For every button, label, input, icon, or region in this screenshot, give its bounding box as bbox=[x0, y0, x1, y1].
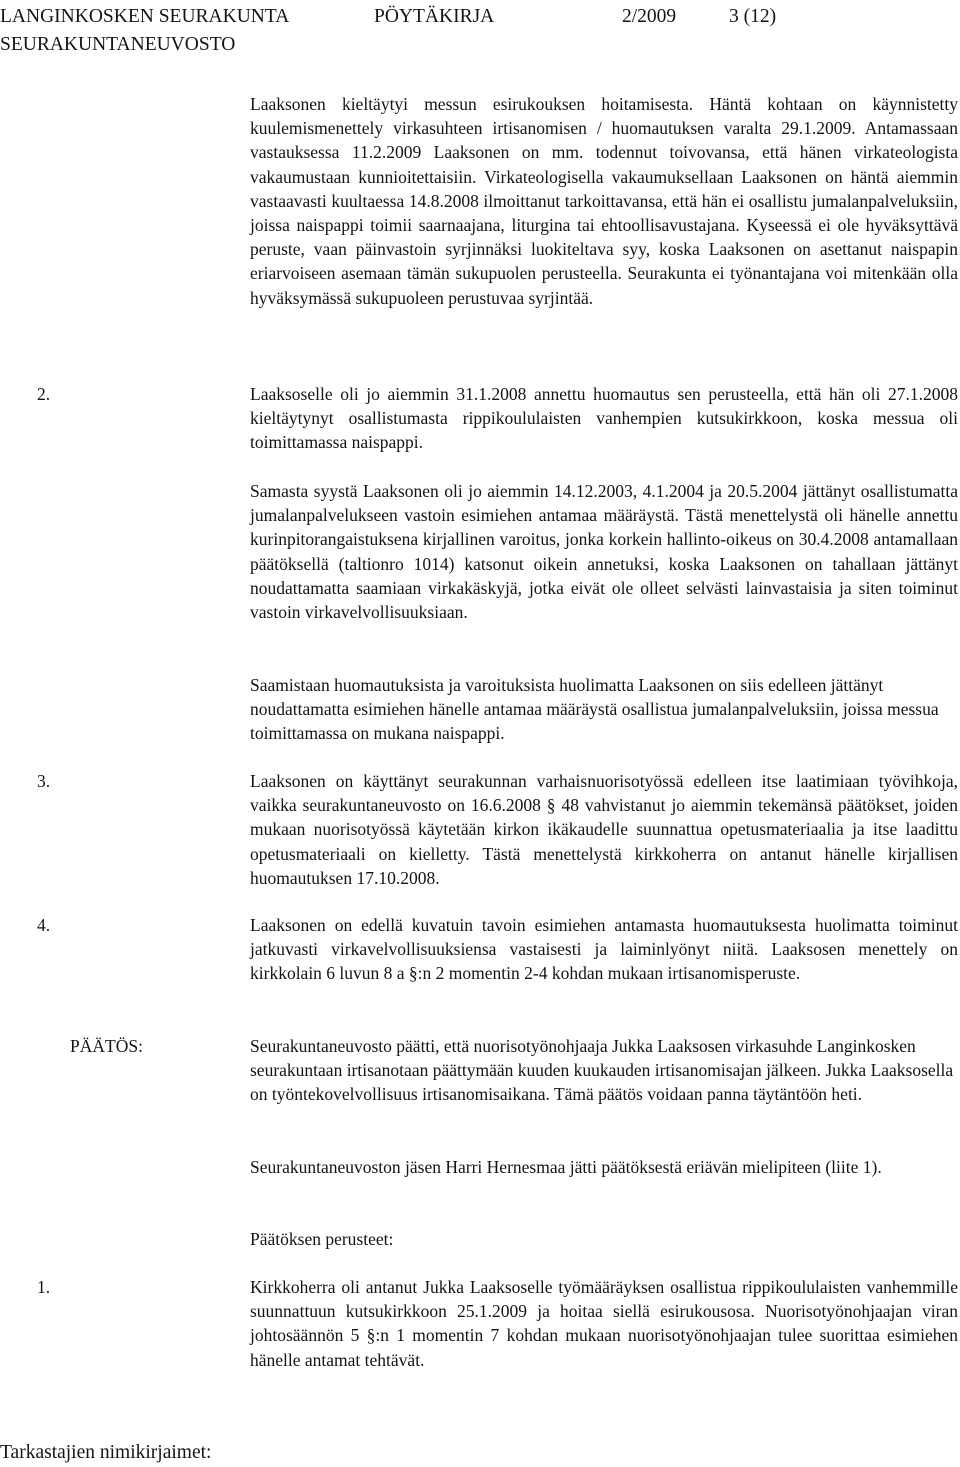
paragraph-item-2-notice: Laaksoselle oli jo aiemmin 31.1.2008 annettu huomautus sen perusteella, että hän oli 27.1.2008 kieltäytynyt osallistumasta rippikoululaisten vanhempien kutsukirkkoon, koska messua oli toimittamassa naispappi. bbox=[250, 384, 958, 453]
paragraph-item-3: Laaksonen on käyttänyt seurakunnan varhaisnuorisotyössä edelleen itse laatimiaan työvihkoja, vaikka seurakuntaneuvosto on 16.6.2008 § 48 vahvistanut jo aiemmin tekemänsä päätökset, joiden mukaan nuorisotyössä käytetään kirkon ikäkaudelle suunnattua opetusmateriaalia ja itse laadittu opetusmateriaali on kielletty. Tästä menettelystä kirkkoherra on antanut hänelle kirjallisen huomautuksen 17.10.2008. bbox=[250, 771, 958, 888]
decision-label: PÄÄTÖS: bbox=[70, 1036, 143, 1056]
item-number-3: 3. bbox=[37, 771, 51, 791]
paragraph-item-2-warning: Samasta syystä Laaksonen oli jo aiemmin 14.12.2003, 4.1.2004 ja 20.5.2004 jättänyt osallistumatta jumalanpalvelukseen vastoin esimiehen antamaa määräystä. Tästä menettelystä oli hänelle annettu kurinpitorangaistuksena kirjallinen varoitus, jonka korkein hallinto-oikeus on 30.4.2008 antamallaan päätöksellä (taltionro 1014) katsonut oikein annetuksi, koska Laaksonen on tahallaan jättänyt noudattamatta saamiaan virkakäskyjä, jotka eivät ole olleet selvästi lainvastaisia ja siten toiminut vastoin virkavelvollisuuksiaan. bbox=[250, 481, 958, 623]
paragraph-refusal: Laaksonen kieltäytyi messun esirukouksen hoitamisesta. Häntä kohtaan on käynnistetty kuulemismenettely virkasuhteen irtisanomisen / huomautuksen varalta 29.1.2009. Antamassaan vastauksessa 11.2.2009 Laaksonen on mm. todennut toivovansa, että hänen virkateologista vakaumustaan kunnioitettaisiin. Virkateologisella vakaumuksellaan Laaksonen on häntä aiemmin vastaavasti kuultaessa 14.8.2008 ilmoittanut tarkoittavansa, että hän ei osallistu jumalanpalveluksiin, joissa naispappi toimii saarnaajana, liturgina tai ehtoollisavustajana. Kyseessä ei ole hyväksyttävä peruste, vaan päinvastoin syrjinnäksi luokiteltava syy, koska Laaksonen on asettanut naispapin eriarvoiseen asemaan tämän sukupuolen perusteella. Seurakunta ei työnantajana voi mitenkään olla hyväksymässä sukupuoleen perustuvaa syrjintää. bbox=[250, 94, 958, 308]
parish-name: LANGINKOSKEN SEURAKUNTA bbox=[0, 6, 290, 27]
page-number: 3 (12) bbox=[729, 6, 777, 27]
council-name: SEURAKUNTANEUVOSTO bbox=[0, 34, 236, 55]
document-type: PÖYTÄKIRJA bbox=[374, 6, 495, 27]
page-header bbox=[0, 3, 960, 31]
paragraph-item-4: Laaksonen on edellä kuvatuin tavoin esimiehen antamasta huomautuksesta huolimatta toiminut jatkuvasti virkavelvollisuuksiensa vastaisesti ja laiminlyönyt niitä. Laaksosen menettely on kirkkolain 6 luvun 8 a §:n 2 momentin 2-4 kohdan mukaan irtisanomisperuste. bbox=[250, 915, 958, 984]
ground-number-1: 1. bbox=[37, 1277, 51, 1297]
item-number-2: 2. bbox=[37, 384, 51, 404]
paragraph-ground-1: Kirkkoherra oli antanut Jukka Laaksoselle työmääräyksen osallistua rippikoululaisten vanhemmille suunnattuun kutsukirkkoon 25.1.2009 ja hoitaa siellä esirukousosa. Nuorisotyönohjaajan viran johtosäännön 5 §:n 1 momentin 7 kohdan mukaan nuorisotyönohjaajan tulee suorittaa esimiehen hänelle antamat tehtävät. bbox=[250, 1277, 958, 1370]
document-number: 2/2009 bbox=[622, 6, 677, 27]
grounds-heading: Päätöksen perusteet: bbox=[250, 1229, 394, 1249]
paragraph-item-2-summary: Saamistaan huomautuksista ja varoituksista huolimatta Laaksonen on siis edelleen jättänyt noudattamatta esimiehen hänelle antamaa määräystä osallistua jumalanpalveluksiin, joissa messua toimittamassa on mukana naispappi. bbox=[250, 675, 939, 744]
paragraph-decision: Seurakuntaneuvosto päätti, että nuorisotyönohjaaja Jukka Laaksosen virkasuhde Langinkosken seurakuntaan irtisanotaan päättymään kuuden kuukauden irtisanomisajan jälkeen. Jukka Laaksosella on työntekovelvollisuus irtisanomisaikana. Tämä päätös voidaan panna täytäntöön heti. bbox=[250, 1036, 954, 1105]
paragraph-dissent: Seurakuntaneuvoston jäsen Harri Hernesmaa jätti päätöksestä eriävän mielipiteen (liite 1). bbox=[250, 1157, 882, 1177]
inspector-initials-label: Tarkastajien nimikirjaimet: bbox=[0, 1442, 212, 1463]
item-number-4: 4. bbox=[37, 915, 51, 935]
